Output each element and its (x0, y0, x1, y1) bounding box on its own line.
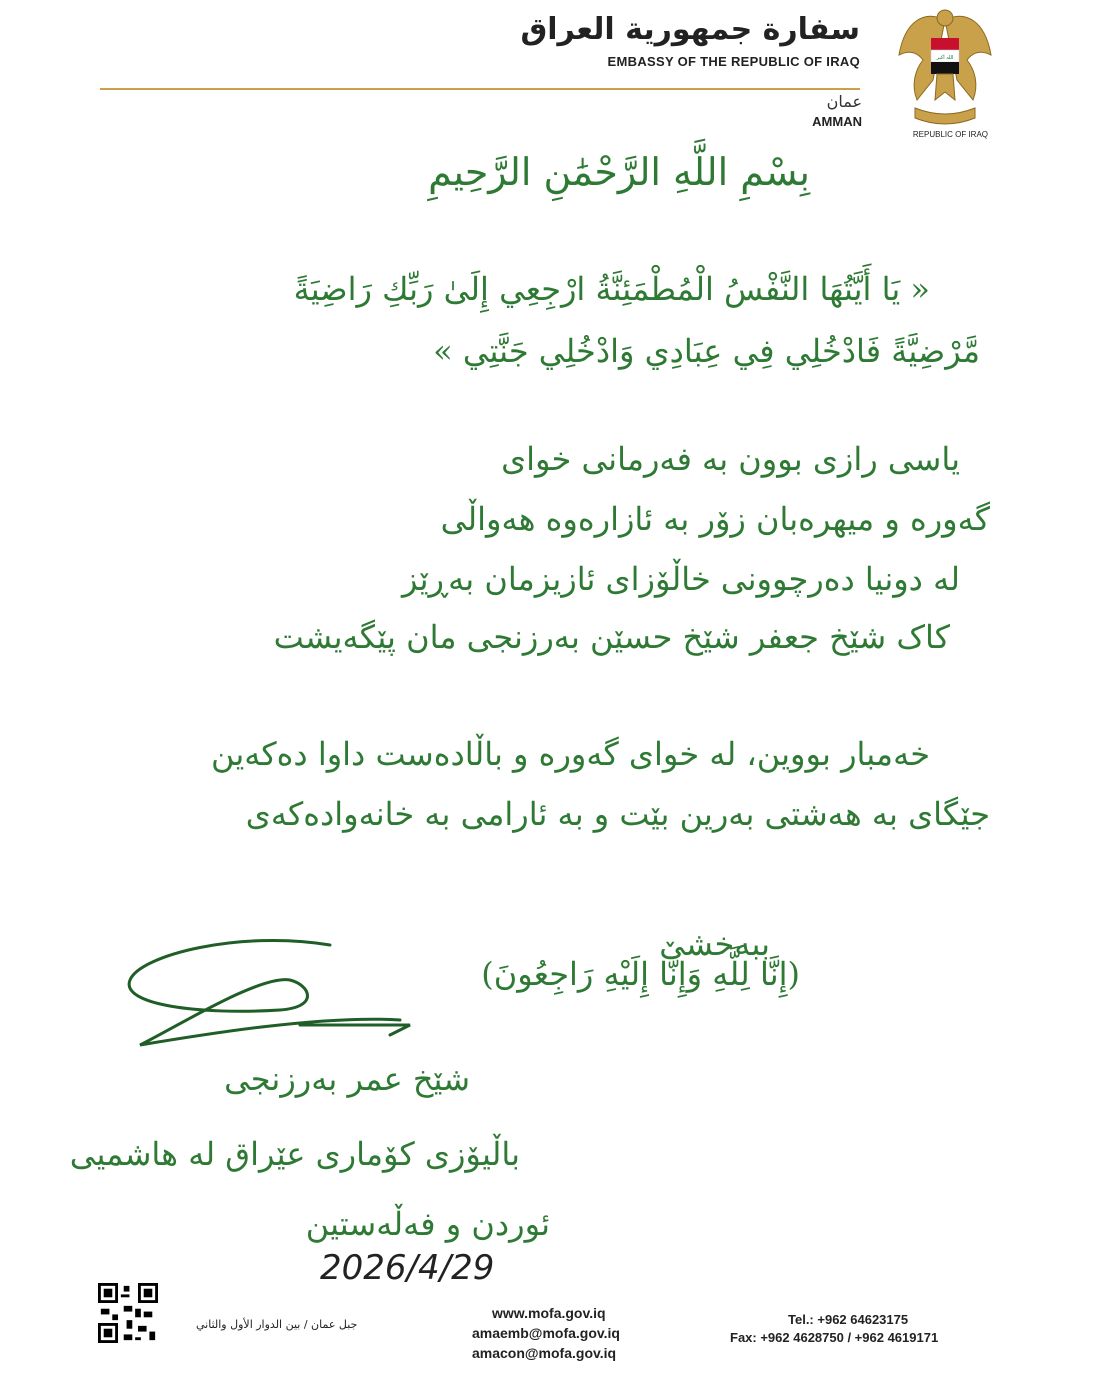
footer-fax: Fax: +962 4628750 / +962 4619171 (730, 1330, 939, 1345)
iraq-eagle-emblem-icon (895, 0, 995, 150)
letter-date: 2026/4/29 (320, 1248, 495, 1288)
city-english: AMMAN (812, 114, 862, 129)
qr-code-icon (98, 1283, 158, 1343)
footer-telephone: Tel.: +962 64623175 (788, 1312, 909, 1327)
basmala-line: بِسْمِ اللَّهِ الرَّحْمَٰنِ الرَّحِيمِ (428, 150, 810, 194)
verse-line-1: « يَا أَيَّتُهَا النَّفْسُ الْمُطْمَئِنَّةُ ارْجِعِي إِلَىٰ رَبِّكِ رَاضِيَةً (293, 270, 930, 308)
city-arabic: عمان (826, 92, 862, 111)
verse-line-2: مَّرْضِيَّةً فَادْخُلِي فِي عِبَادِي وَادْخُلِي جَنَّتِي » (433, 332, 980, 370)
footer-email-embassy: amaemb@mofa.gov.iq (472, 1325, 620, 1341)
body-line-4: کاک شێخ جعفر شێخ حسێن بەرزنجی مان پێگەیشت (273, 618, 950, 656)
svg-text:الله أكبر: الله أكبر (936, 55, 954, 61)
embassy-name-english: EMBASSY OF THE REPUBLIC OF IRAQ (607, 54, 860, 69)
handwritten-signature (120, 925, 450, 1075)
body-line-6: جێگای بە هەشتی بەرین بێت و بە ئارامی بە خانەوادەکەی (245, 795, 990, 833)
footer-address: جبل عمان / بين الدوار الأول والثاني (196, 1318, 358, 1331)
body-line-7: ببەخشێ (659, 925, 770, 963)
footer-website: www.mofa.gov.iq (492, 1305, 606, 1321)
signatory-title-line-2: ئوردن و فەڵەستین (305, 1205, 550, 1243)
body-line-5: خەمبار بووین، لە خوای گەورە و باڵادەست داوا دەکەین (210, 735, 930, 773)
footer-email-consulate: amacon@mofa.gov.iq (472, 1345, 617, 1361)
closing-verse: (إِنَّا لِلَّهِ وَإِنَّا إِلَيْهِ رَاجِعُونَ) (481, 955, 800, 993)
signatory-title-line-1: باڵیۆزی کۆماری عێراق لە هاشمیی (69, 1135, 520, 1173)
body-line-3: لە دونیا دەرچوونی خاڵۆزای ئازیزمان بەڕێز (401, 560, 960, 598)
embassy-name-arabic: سفارة جمهورية العراق (520, 12, 860, 47)
letterhead-divider (100, 88, 860, 90)
body-line-1: یاسی رازی بوون بە فەرمانی خوای (501, 440, 960, 478)
body-line-2: گەورە و میهرەبان زۆر بە ئازارەوە هەواڵی (440, 500, 990, 538)
emblem-caption: REPUBLIC OF IRAQ (912, 130, 988, 139)
signatory-name: شێخ عمر بەرزنجی (224, 1060, 470, 1098)
